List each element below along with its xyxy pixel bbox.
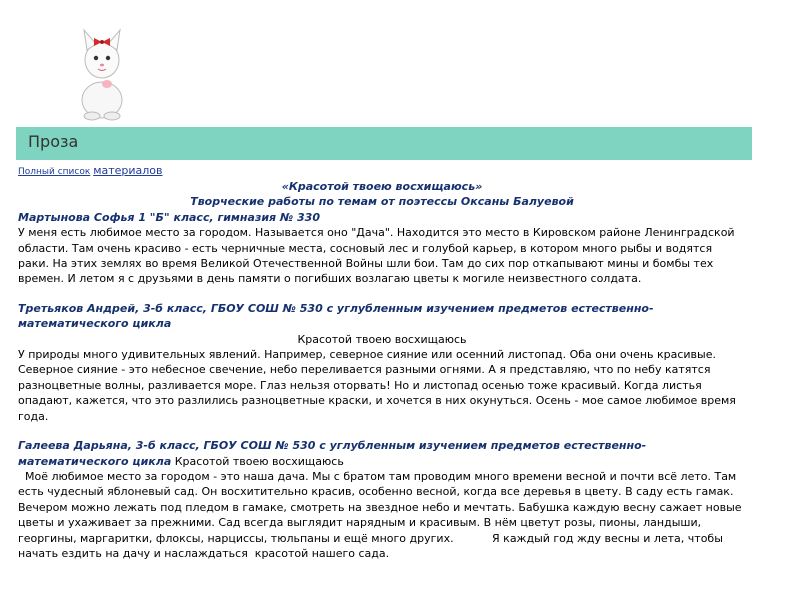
entry-text: Моё любимое место за городом - это наша дача. Мы с братом там проводим много времени весной и почти всё лето. Там есть чудесный яблоневый сад. Он восхитительно красив, особенно весной, когда все деревья в цвету. В саду есть гамак. Вечером можно лежать под пледом в гамаке, смотреть на звездное небо и мечтать. Бабушка каждую весну сажает новые цветы и ухаживает за прежними. Сад всегда выглядит нарядным и красивым. В нём цветут розы, пионы, ландыши, георгины, маргаритки, флоксы, нарциссы, тюльпаны и ещё много других. Я каждый год жду весны и лета, чтобы начать ездить на дачу и наслаждаться красотой нашего сада.	[18, 469, 746, 560]
entry-block	[18, 438, 746, 469]
article-subtitle: Творческие работы по темам от поэтессы Оксаны Балуевой	[190, 195, 574, 209]
entry-text: У меня есть любимое место за городом. Называется оно "Дача". Находится это место в Кировском районе Ленинградской области. Там очень красиво - есть черничные места, сосновый лес и голубой карьер, в котором много рыбы и водятся раки. На этих землях во время Великой Отечественной Войны шли бои. Там до сих пор откапывают мины и бомбы тех времен. И летом я с друзьями в день памяти о погибших возлагаю цветы к могиле неизвестного солдата.	[18, 226, 735, 286]
entry-author: Мартынова Софья 1 "Б" класс, гимназия № 330	[18, 210, 320, 224]
entry-author: Третьяков Андрей, 3-б класс, ГБОУ СОШ № 530 с углубленным изучением предметов естественно-математического цикла	[18, 301, 654, 331]
entry-author: Галеева Дарьяна, 3-б класс, ГБОУ СОШ № 530 с углубленным изучением предметов естественно-математического цикла	[18, 439, 647, 468]
section-banner	[16, 127, 752, 160]
entry-heading: Красотой твоею восхищаюсь	[297, 332, 467, 346]
article-content	[18, 164, 746, 561]
cat-mascot-icon	[74, 22, 130, 122]
entry-text: У природы много удивительных явлений. Например, северное сияние или осенний листопад. Оба они очень красивые. Северное сияние - это небесное свечение, небо переливается разными огнями. А я представляю, что по небу катятся разноцветные волны, разливается море. Глаз нельзя оторвать! Но и листопад осенью тоже красивый. Когда листья опадают, кажется, что это разлились разноцветные краски, и хочется в них окунуться. Осень - мое самое любимое время года.	[18, 348, 736, 423]
materials-nav	[18, 164, 746, 179]
full-list-link[interactable]: Полный список	[18, 167, 91, 177]
article-title: «Красотой твоею восхищаюсь»	[281, 180, 483, 193]
entry-heading: Красотой твоею восхищаюсь	[174, 454, 344, 468]
materials-link[interactable]: материалов	[93, 164, 163, 177]
section-title: Проза	[28, 132, 79, 151]
